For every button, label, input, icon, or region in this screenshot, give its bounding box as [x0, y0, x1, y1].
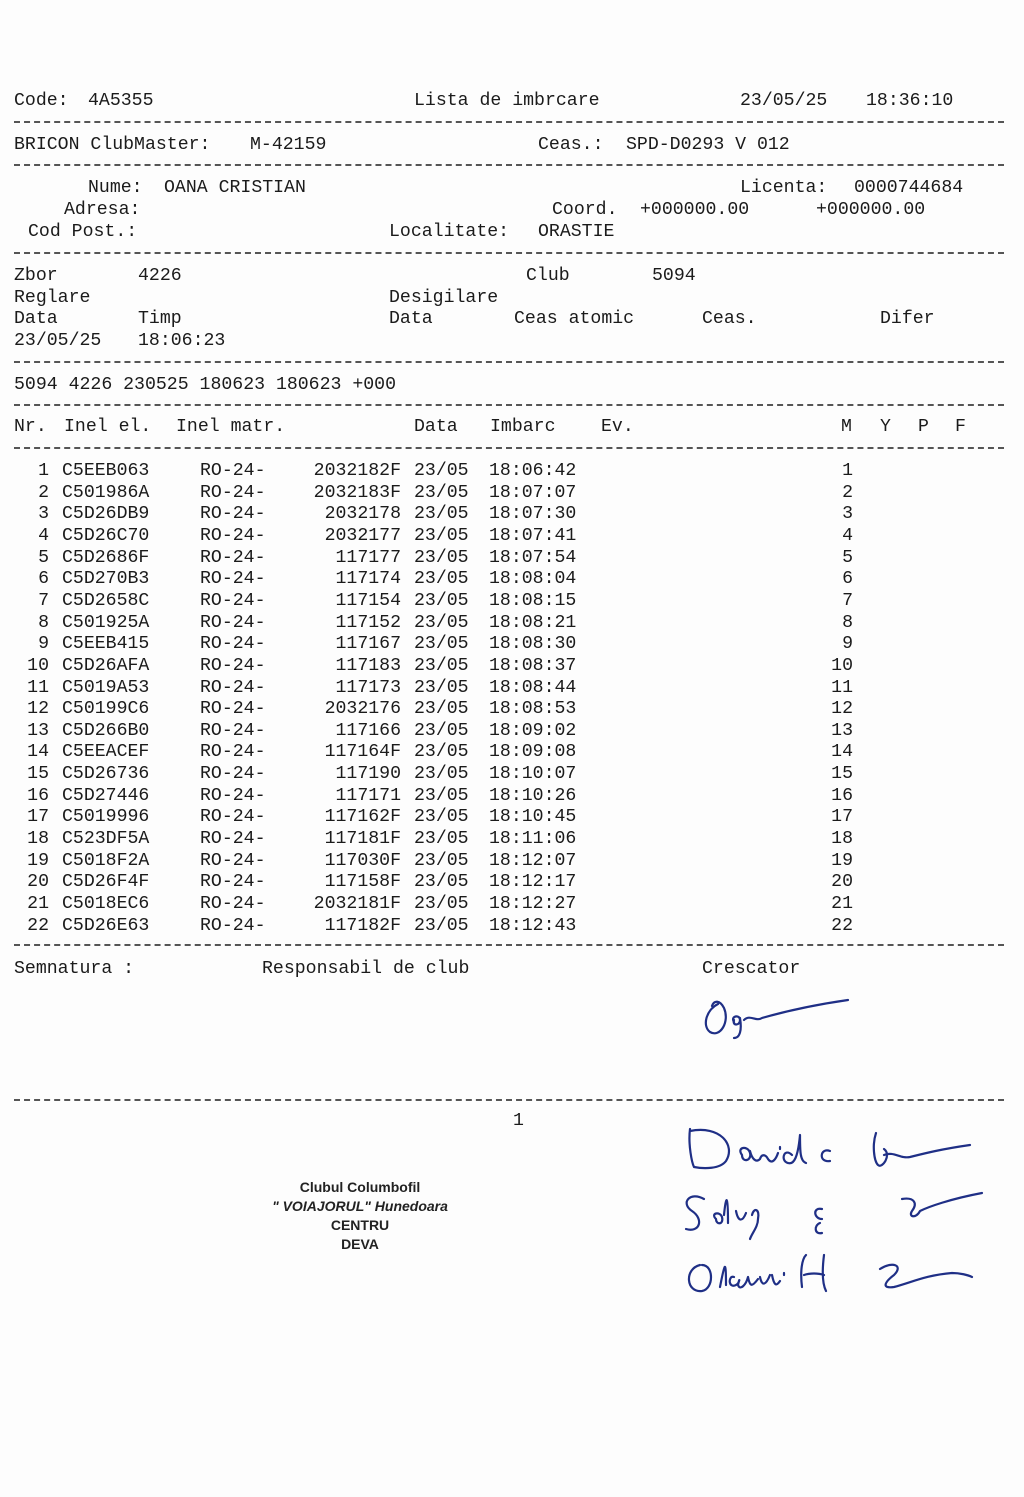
ring-number: 117167 [335, 634, 401, 655]
arrival-time: 18:08:44 [489, 677, 577, 698]
ring-number: 2032178 [324, 504, 401, 525]
electronic-ring: C5EEB415 [62, 634, 150, 655]
table-row [0, 592, 1024, 613]
atomic-clock-label: Ceas atomic [514, 309, 635, 329]
electronic-ring: C5D26AFA [62, 655, 150, 676]
ring-number: 117181F [324, 829, 401, 850]
signature-label: Semnatura : [14, 959, 135, 979]
arrival-date: 23/05 [414, 634, 469, 655]
arrival-time: 18:08:53 [489, 699, 577, 720]
row-number: 11 [27, 677, 49, 698]
setting-date-label: Data [14, 309, 58, 329]
position: 18 [831, 829, 853, 850]
setting-time: 18:06:23 [138, 331, 226, 351]
electronic-ring: C5D270B3 [62, 569, 150, 590]
coord-x: +000000.00 [640, 200, 750, 220]
ring-prefix: RO-24- [200, 829, 266, 850]
position: 20 [831, 872, 853, 893]
clock-value: SPD-D0293 V 012 [626, 135, 790, 155]
ring-number: 117030F [324, 850, 401, 871]
arrival-time: 18:12:07 [489, 850, 577, 871]
table-row [0, 873, 1024, 894]
club-number: 5094 [652, 266, 696, 286]
arrival-date: 23/05 [414, 677, 469, 698]
electronic-ring: C5D26DB9 [62, 504, 150, 525]
row-number: 22 [27, 915, 49, 936]
electronic-ring: C5D2658C [62, 590, 150, 611]
breeder-label: Crescator [702, 959, 801, 979]
row-number: 10 [27, 655, 49, 676]
row-number: 7 [38, 590, 49, 611]
address-label: Adresa: [64, 200, 141, 220]
ring-prefix: RO-24- [200, 612, 266, 633]
print-time: 18:36:10 [866, 91, 954, 111]
electronic-ring: C523DF5A [62, 829, 150, 850]
position: 12 [831, 699, 853, 720]
flight-number: 4226 [138, 266, 182, 286]
position: 6 [842, 569, 853, 590]
table-row [0, 700, 1024, 721]
position: 9 [842, 634, 853, 655]
table-row [0, 570, 1024, 591]
ring-prefix: RO-24- [200, 742, 266, 763]
electronic-ring: C501925A [62, 612, 150, 633]
table-row [0, 722, 1024, 743]
row-number: 8 [38, 612, 49, 633]
arrival-time: 18:12:43 [489, 915, 577, 936]
position: 14 [831, 742, 853, 763]
difference-label: Difer [880, 309, 935, 329]
arrival-date: 23/05 [414, 547, 469, 568]
ring-prefix: RO-24- [200, 699, 266, 720]
ring-prefix: RO-24- [200, 872, 266, 893]
row-number: 3 [38, 504, 49, 525]
ring-number: 117164F [324, 742, 401, 763]
ring-number: 117154 [335, 590, 401, 611]
arrival-time: 18:08:21 [489, 612, 577, 633]
code-value: 4A5355 [88, 91, 154, 111]
table-row [0, 765, 1024, 786]
license-value: 0000744684 [854, 178, 964, 198]
row-number: 19 [27, 850, 49, 871]
document-title: Lista de imbrcare [414, 91, 600, 111]
setting-time-label: Timp [138, 309, 182, 329]
system-value: M-42159 [250, 135, 327, 155]
electronic-ring: C5D27446 [62, 785, 150, 806]
divider [14, 404, 1004, 406]
postcode-label: Cod Post.: [28, 222, 138, 242]
page-number: 1 [513, 1111, 524, 1131]
print-date: 23/05/25 [740, 91, 828, 111]
ring-number: 117171 [335, 785, 401, 806]
ring-prefix: RO-24- [200, 569, 266, 590]
col-m: M [841, 417, 852, 437]
arrival-time: 18:09:02 [489, 720, 577, 741]
ring-number: 117173 [335, 677, 401, 698]
ring-prefix: RO-24- [200, 915, 266, 936]
locality-value: ORASTIE [538, 222, 615, 242]
ring-number: 2032181F [313, 894, 401, 914]
clock-col-label: Ceas. [702, 309, 757, 329]
ring-prefix: RO-24- [200, 461, 266, 481]
arrival-time: 18:06:42 [489, 461, 577, 481]
divider [14, 252, 1004, 254]
ring-number: 117166 [335, 720, 401, 741]
table-row [0, 614, 1024, 635]
arrival-date: 23/05 [414, 894, 469, 914]
club-responsible-label: Responsabil de club [262, 959, 470, 979]
position: 7 [842, 590, 853, 611]
col-date: Data [414, 417, 458, 437]
license-label: Licenta: [740, 178, 828, 198]
row-number: 13 [27, 720, 49, 741]
table-row [0, 657, 1024, 678]
ring-prefix: RO-24- [200, 807, 266, 828]
electronic-ring: C5D26736 [62, 764, 150, 785]
arrival-time: 18:07:07 [489, 482, 577, 503]
arrival-date: 23/05 [414, 829, 469, 850]
col-p: P [918, 417, 929, 437]
arrival-date: 23/05 [414, 590, 469, 611]
ring-prefix: RO-24- [200, 850, 266, 871]
ring-prefix: RO-24- [200, 720, 266, 741]
electronic-ring: C5018F2A [62, 850, 150, 871]
row-number: 14 [27, 742, 49, 763]
table-row [0, 679, 1024, 700]
ring-number: 117158F [324, 872, 401, 893]
arrival-date: 23/05 [414, 569, 469, 590]
fancier-name: OANA CRISTIAN [164, 178, 306, 198]
arrival-date: 23/05 [414, 764, 469, 785]
arrival-time: 18:07:54 [489, 547, 577, 568]
arrival-time: 18:12:27 [489, 894, 577, 914]
col-nr: Nr. [14, 417, 47, 437]
ring-prefix: RO-24- [200, 677, 266, 698]
electronic-ring: C5D26E63 [62, 915, 150, 936]
electronic-ring: C5EEACEF [62, 742, 150, 763]
flight-code-line: 5094 4226 230525 180623 180623 +000 [14, 375, 396, 395]
flight-label: Zbor [14, 266, 58, 286]
position: 21 [831, 894, 853, 914]
arrival-date: 23/05 [414, 655, 469, 676]
position: 22 [831, 915, 853, 936]
arrival-time: 18:07:41 [489, 525, 577, 546]
row-number: 20 [27, 872, 49, 893]
stamp-line-1: Clubul Columbofil [299, 1179, 421, 1195]
ring-prefix: RO-24- [200, 482, 266, 503]
ring-number: 117183 [335, 655, 401, 676]
ring-number: 117162F [324, 807, 401, 828]
row-number: 16 [27, 785, 49, 806]
arrival-time: 18:09:08 [489, 742, 577, 763]
divider [14, 1099, 1004, 1101]
committee-signatures [680, 1115, 1000, 1305]
col-arrival: Imbarc [490, 417, 556, 437]
row-number: 4 [38, 525, 49, 546]
position: 5 [842, 547, 853, 568]
arrival-date: 23/05 [414, 850, 469, 871]
clock-label: Ceas.: [538, 135, 604, 155]
arrival-date: 23/05 [414, 699, 469, 720]
table-row [0, 505, 1024, 526]
col-ring-el: Inel el. [64, 417, 152, 437]
electronic-ring: C5D26C70 [62, 525, 150, 546]
position: 3 [842, 504, 853, 525]
arrival-time: 18:12:17 [489, 872, 577, 893]
arrival-date: 23/05 [414, 742, 469, 763]
electronic-ring: C5EEB063 [62, 461, 150, 481]
electronic-ring: C50199C6 [62, 699, 150, 720]
row-number: 17 [27, 807, 49, 828]
electronic-ring: C5D266B0 [62, 720, 150, 741]
ring-number: 2032182F [313, 461, 401, 481]
ring-number: 2032183F [313, 482, 401, 503]
row-number: 12 [27, 699, 49, 720]
divider [14, 121, 1004, 123]
arrival-time: 18:08:15 [489, 590, 577, 611]
row-number: 6 [38, 569, 49, 590]
arrival-date: 23/05 [414, 785, 469, 806]
position: 13 [831, 720, 853, 741]
table-row [0, 852, 1024, 873]
club-label: Club [526, 266, 570, 286]
table-row [0, 787, 1024, 808]
arrival-date: 23/05 [414, 504, 469, 525]
divider [14, 361, 1004, 363]
arrival-date: 23/05 [414, 525, 469, 546]
stamp-line-3: CENTRU [330, 1216, 390, 1233]
electronic-ring: C5019996 [62, 807, 150, 828]
table-row [0, 895, 1024, 916]
position: 4 [842, 525, 853, 546]
table-row [0, 743, 1024, 764]
table-row [0, 808, 1024, 829]
unsealing-label: Desigilare [389, 288, 499, 308]
row-number: 9 [38, 634, 49, 655]
setting-date: 23/05/25 [14, 331, 102, 351]
arrival-date: 23/05 [414, 807, 469, 828]
table-row [0, 917, 1024, 938]
arrival-time: 18:10:26 [489, 785, 577, 806]
table-row [0, 635, 1024, 656]
locality-label: Localitate: [389, 222, 510, 242]
arrival-date: 23/05 [414, 482, 469, 503]
row-number: 15 [27, 764, 49, 785]
ring-prefix: RO-24- [200, 634, 266, 655]
ring-prefix: RO-24- [200, 785, 266, 806]
arrival-date: 23/05 [414, 872, 469, 893]
position: 16 [831, 785, 853, 806]
electronic-ring: C501986A [62, 482, 150, 503]
arrival-date: 23/05 [414, 915, 469, 936]
row-number: 5 [38, 547, 49, 568]
position: 1 [842, 461, 853, 481]
ring-prefix: RO-24- [200, 894, 266, 914]
arrival-time: 18:10:45 [489, 807, 577, 828]
position: 2 [842, 482, 853, 503]
row-number: 2 [38, 482, 49, 503]
table-row [0, 549, 1024, 570]
ring-prefix: RO-24- [200, 525, 266, 546]
arrival-date: 23/05 [414, 461, 469, 481]
arrival-time: 18:08:30 [489, 634, 577, 655]
divider [14, 447, 1004, 449]
club-stamp [230, 1178, 490, 1254]
ring-prefix: RO-24- [200, 764, 266, 785]
electronic-ring: C5018EC6 [62, 894, 150, 914]
arrival-time: 18:07:30 [489, 504, 577, 525]
col-ring-matr: Inel matr. [176, 417, 286, 437]
row-number: 1 [38, 461, 49, 481]
unsealing-date-label: Data [389, 309, 433, 329]
ring-prefix: RO-24- [200, 655, 266, 676]
divider [14, 164, 1004, 166]
table-row [0, 462, 1024, 483]
position: 17 [831, 807, 853, 828]
setting-label: Reglare [14, 288, 91, 308]
col-ev: Ev. [601, 417, 634, 437]
table-row [0, 484, 1024, 505]
coord-label: Coord. [552, 200, 618, 220]
ring-number: 117152 [335, 612, 401, 633]
arrival-time: 18:08:37 [489, 655, 577, 676]
position: 15 [831, 764, 853, 785]
arrival-time: 18:08:04 [489, 569, 577, 590]
coord-y: +000000.00 [816, 200, 926, 220]
system-label: BRICON ClubMaster: [14, 135, 211, 155]
table-row [0, 527, 1024, 548]
row-number: 21 [27, 894, 49, 914]
stamp-line-2: " VOIAJORUL" Hunedoara [272, 1197, 448, 1214]
position: 11 [831, 677, 853, 698]
col-y: Y [880, 417, 891, 437]
row-number: 18 [27, 829, 49, 850]
position: 10 [831, 655, 853, 676]
code-label: Code: [14, 91, 69, 111]
electronic-ring: C5D26F4F [62, 872, 150, 893]
ring-number: 117182F [324, 915, 401, 936]
electronic-ring: C5019A53 [62, 677, 150, 698]
divider [14, 944, 1004, 946]
ring-number: 2032177 [324, 525, 401, 546]
name-label: Nume: [88, 178, 143, 198]
arrival-time: 18:11:06 [489, 829, 577, 850]
ring-number: 117177 [335, 547, 401, 568]
position: 19 [831, 850, 853, 871]
ring-prefix: RO-24- [200, 547, 266, 568]
table-row [0, 830, 1024, 851]
ring-number: 117174 [335, 569, 401, 590]
stamp-line-4: DEVA [341, 1235, 379, 1252]
ring-prefix: RO-24- [200, 590, 266, 611]
ring-prefix: RO-24- [200, 504, 266, 525]
electronic-ring: C5D2686F [62, 547, 150, 568]
arrival-date: 23/05 [414, 612, 469, 633]
col-f: F [955, 417, 966, 437]
ring-number: 117190 [335, 764, 401, 785]
ring-number: 2032176 [324, 699, 401, 720]
position: 8 [842, 612, 853, 633]
arrival-date: 23/05 [414, 720, 469, 741]
breeder-signature [700, 992, 860, 1042]
arrival-time: 18:10:07 [489, 764, 577, 785]
